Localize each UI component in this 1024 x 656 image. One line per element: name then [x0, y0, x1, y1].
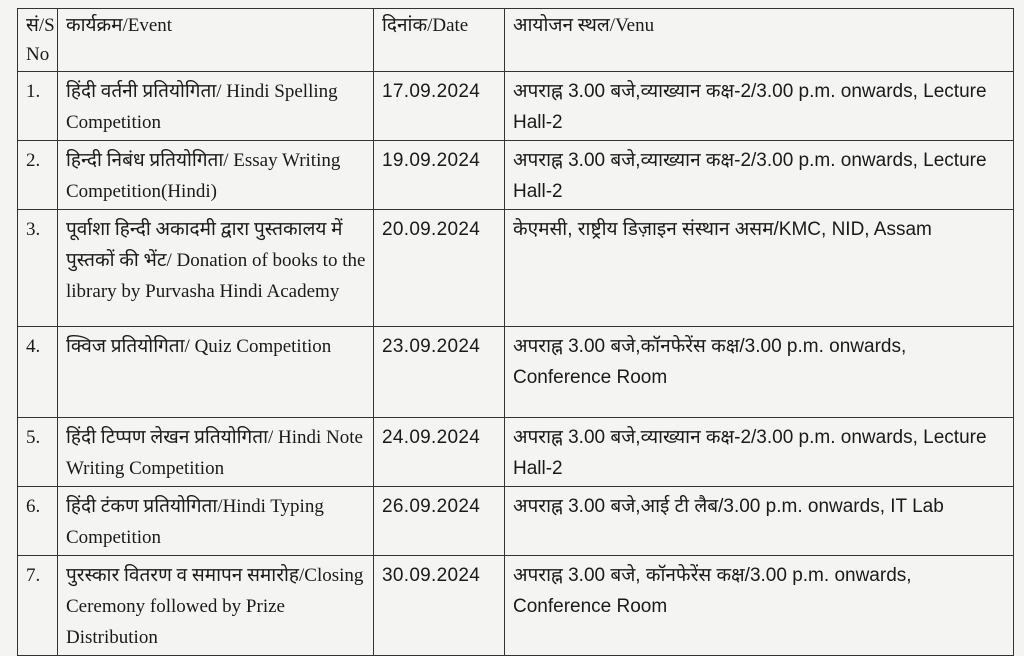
- row-date: 30.09.2024: [374, 556, 505, 656]
- header-serial: सं/S No: [18, 9, 58, 72]
- row-date: 23.09.2024: [374, 327, 505, 418]
- table-header-row: [18, 9, 1014, 72]
- row-date: 26.09.2024: [374, 487, 505, 556]
- row-event: हिंदी टिप्पण लेखन प्रतियोगिता/ Hindi Note Writing Competition: [58, 418, 374, 487]
- table-row: [18, 487, 1014, 556]
- header-date: दिनांक/Date: [374, 9, 505, 72]
- row-venue: अपराह्न 3.00 बजे,व्याख्यान कक्ष-2/3.00 p.m. onwards, Lecture Hall-2: [505, 72, 1014, 141]
- table-row: [18, 418, 1014, 487]
- row-venue: केएमसी, राष्ट्रीय डिज़ाइन संस्थान असम/KMC, NID, Assam: [505, 210, 1014, 327]
- row-event: पूर्वाशा हिन्दी अकादमी द्वारा पुस्तकालय में पुस्तकों की भेंट/ Donation of books to the library by Purvasha Hindi Academy: [58, 210, 374, 327]
- header-event: कार्यक्रम/Event: [58, 9, 374, 72]
- row-event: हिंदी वर्तनी प्रतियोगिता/ Hindi Spelling Competition: [58, 72, 374, 141]
- event-schedule-table: [17, 8, 1014, 656]
- row-event: हिंदी टंकण प्रतियोगिता/Hindi Typing Competition: [58, 487, 374, 556]
- row-venue: अपराह्न 3.00 बजे, कॉनफेरेंस कक्ष/3.00 p.m. onwards, Conference Room: [505, 556, 1014, 656]
- row-event: क्विज प्रतियोगिता/ Quiz Competition: [58, 327, 374, 418]
- row-date: 19.09.2024: [374, 141, 505, 210]
- row-serial: 3.: [18, 210, 58, 327]
- row-event: पुरस्कार वितरण व समापन समारोह/Closing Ceremony followed by Prize Distribution: [58, 556, 374, 656]
- row-serial: 2.: [18, 141, 58, 210]
- header-venue: आयोजन स्थल/Venu: [505, 9, 1014, 72]
- row-venue: अपराह्न 3.00 बजे,कॉनफेरेंस कक्ष/3.00 p.m. onwards, Conference Room: [505, 327, 1014, 418]
- table-row: [18, 210, 1014, 327]
- row-serial: 5.: [18, 418, 58, 487]
- row-serial: 6.: [18, 487, 58, 556]
- row-venue: अपराह्न 3.00 बजे,आई टी लैब/3.00 p.m. onwards, IT Lab: [505, 487, 1014, 556]
- table-row: [18, 556, 1014, 656]
- row-event: हिन्दी निबंध प्रतियोगिता/ Essay Writing Competition(Hindi): [58, 141, 374, 210]
- table-row: [18, 327, 1014, 418]
- row-venue: अपराह्न 3.00 बजे,व्याख्यान कक्ष-2/3.00 p.m. onwards, Lecture Hall-2: [505, 141, 1014, 210]
- row-date: 24.09.2024: [374, 418, 505, 487]
- row-serial: 7.: [18, 556, 58, 656]
- row-venue: अपराह्न 3.00 बजे,व्याख्यान कक्ष-2/3.00 p.m. onwards, Lecture Hall-2: [505, 418, 1014, 487]
- row-date: 20.09.2024: [374, 210, 505, 327]
- row-serial: 1.: [18, 72, 58, 141]
- row-serial: 4.: [18, 327, 58, 418]
- table-row: [18, 72, 1014, 141]
- row-date: 17.09.2024: [374, 72, 505, 141]
- table-row: [18, 141, 1014, 210]
